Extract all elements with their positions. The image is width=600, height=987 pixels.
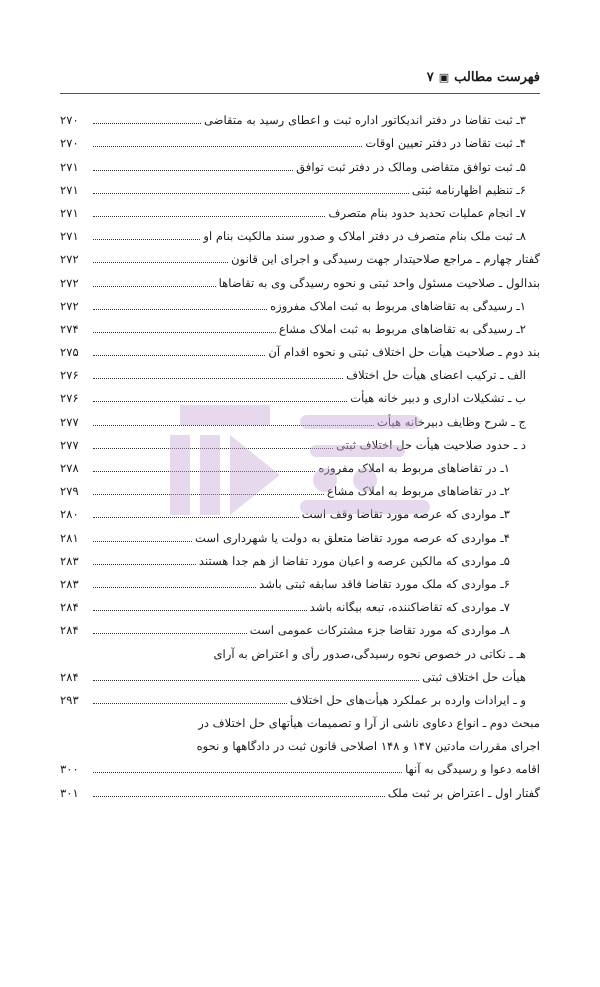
toc-page-number: ۲۸۴ (60, 669, 79, 684)
toc-leader-dots (93, 493, 324, 495)
toc-page-number: ۳۰۰ (60, 762, 79, 777)
toc-entry-title: ۵ـ ثبت توافق متقاضی ومالک در دفتر ثبت توافق (296, 159, 526, 174)
toc-leader-dots (93, 609, 307, 611)
toc-entry-title: ۱ـ در تقاضاهای مربوط به املاک مفروزه (318, 461, 510, 475)
toc-entry-title: ۸ـ ثبت ملک بنام متصرف در دفتر املاک و صدور سند مالکیت بنام او (203, 229, 526, 244)
toc-leader-dots (93, 354, 265, 356)
toc-entry-title: ۴ـ مواردی که عرصه مورد تقاضا متعلق به دولت یا شهرداری است (194, 530, 510, 545)
toc-leader-dots (93, 331, 276, 333)
toc-leader-dots (93, 586, 256, 588)
toc-entry (60, 290, 540, 313)
toc-page-number: ۲۷۵ (60, 345, 79, 360)
header-title: فهرست مطالب (454, 70, 540, 85)
toc-page-number: ۲۷۰ (60, 136, 79, 151)
toc-entry-title: الف ـ ترکیب اعضای هیأت حل اختلاف (346, 368, 526, 383)
toc-entry (60, 568, 540, 591)
toc-entry-title: اجرای مقررات مادتین ۱۴۷ و ۱۴۸ اصلاحی قانون ثبت در دادگاهها و نحوه (196, 739, 540, 754)
toc-page-number: ۲۷۱ (60, 229, 79, 244)
toc-entry (60, 405, 540, 428)
toc-page-number: ۲۷۷ (60, 437, 79, 452)
toc-page-number: ۲۸۴ (60, 623, 79, 638)
toc-entry-title: هـ ـ نکاتی در خصوص نحوه رسیدگی،صدور رأی و اعتراض به آرای (213, 646, 526, 661)
toc-leader-dots (93, 516, 299, 518)
toc-leader-dots (93, 377, 343, 379)
toc-leader-dots (93, 447, 333, 449)
toc-entry-title: ۱ـ رسیدگی به تقاضاهای مربوط به ثبت املاک مفروزه (270, 298, 526, 313)
toc-entry (60, 382, 540, 405)
toc-entry (60, 220, 540, 243)
header-separator-icon: ▣ (438, 71, 450, 84)
toc-entry (60, 313, 540, 336)
toc-entry-title: مبحث دوم ـ انواع دعاوی ناشی از آرا و تصمیمات هیأتهای حل اختلاف در (198, 716, 540, 731)
toc-entry-title: ۳ـ مواردی که عرصه مورد تقاضا وقف است (301, 507, 510, 522)
toc-entry (60, 730, 540, 753)
toc-leader-dots (93, 771, 402, 773)
toc-leader-dots (93, 679, 419, 681)
toc-page-number: ۲۷۱ (60, 205, 79, 220)
toc-page-number: ۲۷۲ (60, 298, 79, 313)
toc-entry (60, 753, 540, 776)
toc-leader-dots (93, 285, 216, 287)
toc-page-number: ۲۸۴ (60, 600, 79, 615)
toc-leader-dots (93, 540, 192, 542)
page-header (60, 70, 540, 94)
toc-entry (60, 637, 540, 660)
toc-entry-title: اقامه دعوا و رسیدگی به آنها (405, 762, 540, 777)
toc-entry-title: ۲ـ در تقاضاهای مربوط به املاک مشاع (327, 484, 510, 499)
toc-entry-title: ۵ـ مواردی که مالکین عرصه و اعیان مورد تقاضا از هم جدا هستند (198, 553, 510, 568)
toc-entry (60, 359, 540, 382)
toc-page-number: ۲۷۱ (60, 159, 79, 174)
toc-entry-title: بندالول ـ صلاحیت مسئول واحد ثبتی و نحوه رسیدگی وی به تقاضاها (218, 275, 540, 290)
toc-entry (60, 661, 540, 684)
toc-leader-dots (93, 795, 385, 797)
toc-leader-dots (93, 261, 228, 263)
toc-entry (60, 591, 540, 614)
toc-page-number: ۲۷۸ (60, 461, 79, 475)
toc-entry-title: ۳ـ ثبت تقاضا در دفتر اندیکاتور اداره ثبت و اعطای رسید به متقاضی (203, 113, 526, 128)
toc-page-number: ۳۰۱ (60, 785, 79, 800)
toc-leader-dots (93, 145, 362, 147)
toc-entry-title: ۷ـ مواردی که تقاضاکننده، تبعه بیگانه باشد (309, 600, 510, 615)
toc-entry (60, 707, 540, 730)
toc-entry-title: ۸ـ مواردی که مورد تقاضا جزء مشترکات عمومی است (249, 623, 510, 638)
toc-entry-title: ب ـ تشکیلات اداری و دبیر خانه هیأت (350, 391, 526, 406)
toc-page-number: ۲۷۲ (60, 275, 79, 290)
toc-entry (60, 475, 540, 498)
toc-leader-dots (93, 632, 247, 634)
toc-entry (60, 150, 540, 173)
toc-leader-dots (93, 192, 409, 194)
toc-entry (60, 545, 540, 568)
toc-page-number: ۲۷۲ (60, 252, 79, 267)
toc-entry-title: ج ـ شرح وظایف دبیرخانه هیأت (377, 414, 526, 429)
toc-leader-dots (93, 238, 200, 240)
toc-page-number: ۲۷۶ (60, 391, 79, 406)
toc-entry (60, 521, 540, 544)
toc-leader-dots (93, 563, 196, 565)
toc-entry (60, 174, 540, 197)
toc-page-number: ۲۸۳ (60, 576, 79, 591)
toc-leader-dots (93, 122, 201, 124)
toc-entry (60, 684, 540, 707)
toc-entry-title: هیأت حل اختلاف ثبتی (422, 669, 526, 684)
toc-leader-dots (93, 308, 267, 310)
toc-page-number: ۲۷۴ (60, 321, 79, 336)
toc-entry-title: د ـ حدود صلاحیت هیأت حل اختلاف ثبتی (336, 437, 526, 452)
toc-entry (60, 776, 540, 799)
toc-page-number: ۲۸۱ (60, 530, 79, 545)
toc-page-number: ۲۹۳ (60, 692, 79, 707)
toc-entry-title: گفتار چهارم ـ مراجع صلاحیتدار جهت رسیدگی و اجرای این قانون (231, 252, 540, 267)
toc-entry (60, 429, 540, 452)
toc-entry-title: بند دوم ـ صلاحیت هیأت حل اختلاف ثبتی و نحوه اقدام آن (268, 345, 540, 360)
toc-leader-dots (93, 470, 315, 472)
toc-leader-dots (93, 169, 293, 171)
toc-page-number: ۲۷۰ (60, 113, 79, 128)
toc-entry (60, 197, 540, 220)
toc-page-number: ۲۷۶ (60, 368, 79, 383)
toc-entry (60, 498, 540, 521)
toc-entry-title: گفتار اول ـ اعتراض بر ثبت ملک (387, 785, 540, 800)
toc-page-number: ۲۷۷ (60, 414, 79, 429)
toc-page-number: ۲۷۱ (60, 182, 79, 197)
toc-page-number: ۲۸۳ (60, 553, 79, 568)
toc-leader-dots (93, 424, 374, 426)
toc-entry (60, 243, 540, 266)
toc-entry-title: ۲ـ رسیدگی به تقاضاهای مربوط به ثبت املاک مشاع (278, 321, 526, 336)
toc-entry (60, 104, 540, 127)
toc-entry (60, 336, 540, 359)
toc-entry-title: ۶ـ مواردی که ملک مورد تقاضا فاقد سابقه ثبتی باشد (259, 576, 510, 591)
toc-page-number: ۲۷۹ (60, 484, 79, 499)
toc-leader-dots (93, 400, 347, 402)
toc-entry (60, 452, 540, 475)
toc-entry (60, 614, 540, 637)
table-of-contents (60, 104, 540, 800)
toc-entry-title: ۶ـ تنظیم اظهارنامه ثبتی (411, 182, 526, 197)
toc-leader-dots (93, 702, 287, 704)
toc-entry-title: و ـ ایرادات وارده بر عملکرد هیأت‌های حل اختلاف (289, 692, 526, 707)
toc-entry-title: ۷ـ انجام عملیات تحدید حدود بنام متصرف (328, 205, 526, 220)
header-page-number: ۷ (426, 70, 434, 85)
toc-leader-dots (93, 215, 325, 217)
toc-entry-title: ۴ـ ثبت تقاضا در دفتر تعیین اوقات (365, 136, 526, 151)
toc-entry (60, 266, 540, 289)
toc-entry (60, 127, 540, 150)
toc-page-number: ۲۸۰ (60, 507, 79, 522)
